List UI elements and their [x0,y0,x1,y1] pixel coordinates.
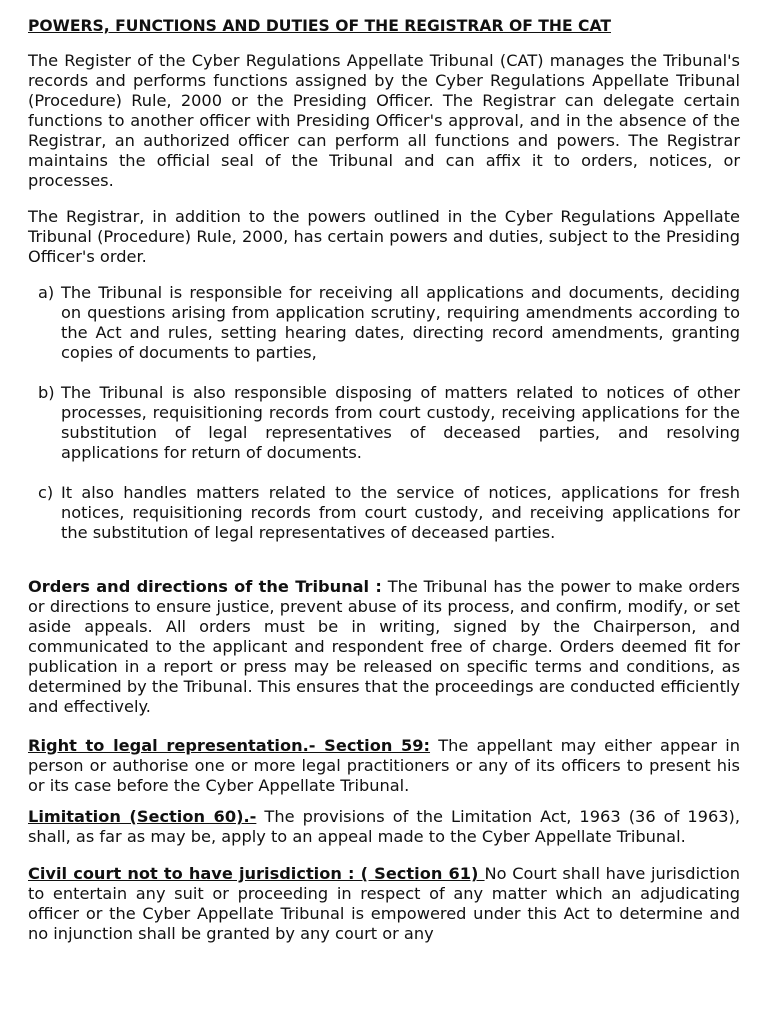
list-item-text: It also handles matters related to the service of notices, applications for fresh notices, requisitioning records from court custody, and receiving applications for the substitution of legal representatives of deceased parties. [61,483,740,542]
legal-representation-text: The appellant may either appear in person or authorise one or more legal practitioners or any of its officers to present his or its case before the Cyber Appellate Tribunal. [28,736,740,795]
civil-court-heading: Civil court not to have jurisdiction : ( Section 61) [28,864,485,883]
orders-text: The Tribunal has the power to make orders or directions to ensure justice, prevent abuse of its process, and confirm, modify, or set aside appeals. All orders must be in writing, signed by the Chairperson, and communicated to the applicant and respondent free of charge. Orders deemed fit for publication in a report or press may be released on specific terms and conditions, as determined by the Tribunal. This ensures that the proceedings are conducted efficiently and effectively. [28,577,740,716]
list-item [28,283,740,363]
list-item-text: The Tribunal is also responsible disposing of matters related to notices of other processes, requisitioning records from court custody, receiving applications for the substitution of legal representatives of deceased parties, and resolving applications for return of documents. [61,383,740,462]
civil-court-text: No Court shall have jurisdiction to entertain any suit or proceeding in respect of any matter which an adjudicating officer or the Cyber Appellate Tribunal is empowered under this Act to determine and no injunction shall be granted by any court or any [28,864,740,943]
legal-representation-heading: Right to legal representation.- Section 59: [28,736,431,755]
legal-representation-section [28,736,740,796]
orders-section [28,577,740,717]
list-item [28,383,740,463]
registrar-duties-list [28,283,740,543]
limitation-section [28,807,740,847]
limitation-heading: Limitation (Section 60).- [28,807,257,826]
registrar-powers-paragraph: The Registrar, in addition to the powers outlined in the Cyber Regulations Appellate Tribunal (Procedure) Rule, 2000, has certain powers and duties, subject to the Presiding Officer's order. [28,207,740,266]
list-item-text: The Tribunal is responsible for receiving all applications and documents, deciding on questions arising from application scrutiny, requiring amendments according to the Act and rules, setting hearing dates, directing record amendments, granting copies of documents to parties, [61,283,740,362]
list-marker: a) [38,283,55,302]
limitation-text: The provisions of the Limitation Act, 1963 (36 of 1963), shall, as far as may be, apply to an appeal made to the Cyber Appellate Tribunal. [28,807,741,846]
list-marker: b) [38,383,55,402]
document-page [28,16,740,944]
list-marker: c) [38,483,54,502]
intro-paragraph: The Register of the Cyber Regulations Appellate Tribunal (CAT) manages the Tribunal's records and performs functions assigned by the Cyber Regulations Appellate Tribunal (Procedure) Rule, 2000 or the Presiding Officer. The Registrar can delegate certain functions to another officer with Presiding Officer's approval, and in the absence of the Registrar, an authorized officer can perform all functions and powers. The Registrar maintains the official seal of the Tribunal and can affix it to orders, notices, or processes. [28,51,740,190]
orders-heading: Orders and directions of the Tribunal : [28,577,382,596]
civil-court-section [28,864,740,944]
document-title: POWERS, FUNCTIONS AND DUTIES OF THE REGISTRAR OF THE CAT [28,17,611,35]
list-item [28,483,740,543]
